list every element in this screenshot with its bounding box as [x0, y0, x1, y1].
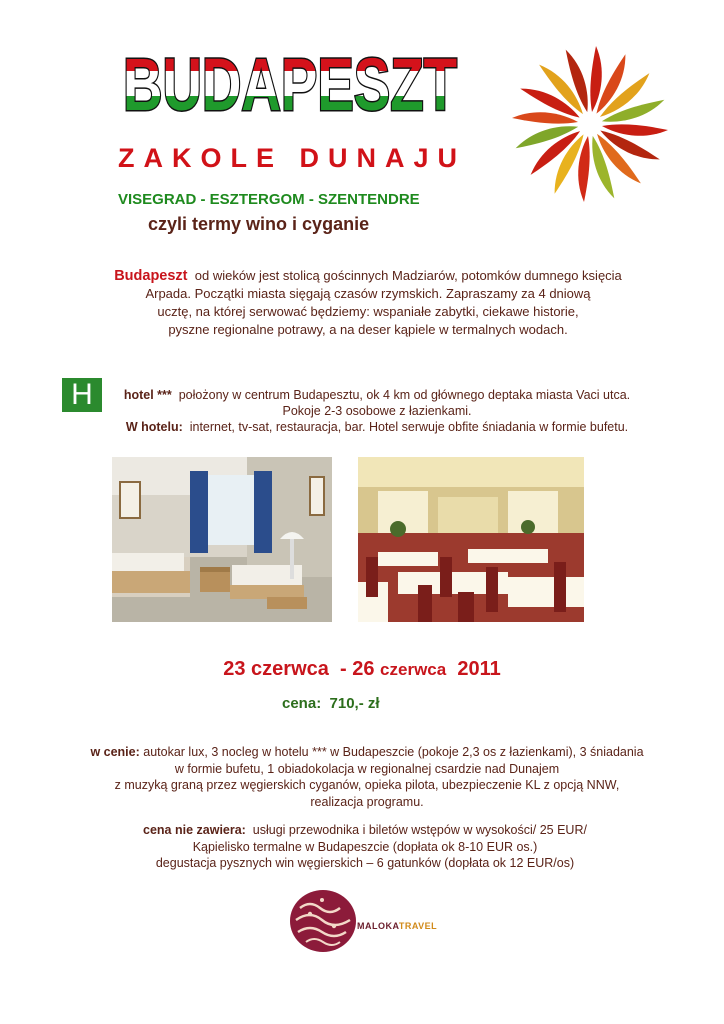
- amenities-label: W hotelu:: [125, 420, 183, 434]
- intro-highlight: Budapeszt: [114, 268, 188, 284]
- subtitle: ZAKOLE DUNAJU: [118, 143, 467, 173]
- trip-dates: [0, 658, 724, 681]
- date-separator: - 26: [340, 658, 375, 680]
- hotel-h-icon: H: [62, 378, 102, 412]
- intro-text-1: od wieków jest stolicą gościnnych Madziarów, potomków dumnego księcia: [194, 268, 622, 283]
- price-value: 710,- zł: [329, 695, 380, 712]
- hotel-line-1: [82, 387, 672, 403]
- intro-line-1: [68, 267, 668, 285]
- excluded-line-1: [105, 822, 625, 839]
- amenities-text: internet, tv-sat, restauracja, bar. Hotel serwuje obfite śniadania w formie bufetu.: [189, 420, 629, 434]
- included-section: [62, 744, 672, 810]
- included-line-2: w formie bufetu, 1 obiadokolacja w regionalnej csardzie nad Dunajem: [174, 761, 560, 776]
- restaurant-photo: [358, 457, 584, 622]
- excluded-line-3: degustacja pysznych win węgierskich – 6 gatunków (dopłata ok 12 EUR/os): [155, 856, 575, 870]
- excluded-section: [105, 822, 625, 872]
- price-line: [282, 695, 380, 712]
- tagline: czyli termy wino i cyganie: [148, 214, 370, 234]
- pepper-wreath-image: [515, 42, 665, 207]
- route-line: VISEGRAD - ESZTERGOM - SZENTENDRE: [118, 191, 420, 208]
- brand-name-a: MALOKA: [357, 921, 399, 931]
- intro-line-4: pyszne regionalne potrawy, a na deser kąpiele w termalnych wodach.: [168, 322, 568, 337]
- title-budapeszt: [120, 40, 460, 126]
- hotel-label: hotel ***: [123, 388, 172, 402]
- hotel-line-3: [82, 419, 672, 435]
- hotel-info: [82, 387, 672, 435]
- brand-name-b: TRAVEL: [398, 921, 438, 931]
- hotel-desc: położony w centrum Budapesztu, ok 4 km od głównego deptaka miasta Vaci utca.: [178, 388, 631, 402]
- excluded-text-1: usługi przewodnika i biletów wstępów w wysokości/ 25 EUR/: [252, 823, 587, 837]
- included-text-1: autokar lux, 3 nocleg w hotelu *** w Budapeszcie (pokoje 2,3 os z łazienkami), 3 śniadania: [143, 745, 644, 759]
- included-line-4: realizacja programu.: [310, 794, 424, 809]
- included-line-1: [62, 744, 672, 761]
- date-start: 23 czerwca: [223, 658, 329, 680]
- brand-name: [357, 921, 437, 931]
- included-line-3: z muzyką graną przez węgierskich cyganów, opieka pilota, ubezpieczenie KL z opcją NNW,: [114, 778, 620, 792]
- date-month: czerwca: [380, 660, 447, 679]
- excluded-label: cena nie zawiera:: [143, 823, 246, 837]
- maloka-logo-icon: [288, 888, 358, 954]
- included-label: w cenie:: [90, 745, 140, 759]
- intro-line-2: Arpada. Początki miasta sięgają czasów rzymskich. Zapraszamy za 4 dniową: [145, 286, 591, 301]
- intro-paragraph: [68, 267, 668, 339]
- date-year: 2011: [457, 658, 501, 680]
- hotel-line-2: Pokoje 2-3 osobowe z łazienkami.: [282, 404, 472, 418]
- title-text: BUDAPESZT: [123, 43, 457, 126]
- hotel-room-photo: [112, 457, 332, 622]
- intro-line-3: ucztę, na której serwować będziemy: wspaniałe zabytki, ciekawe historie,: [157, 304, 579, 319]
- excluded-line-2: Kąpielisko termalne w Budapeszcie (dopłata ok 8-10 EUR os.): [192, 839, 538, 854]
- price-label: cena:: [282, 695, 322, 712]
